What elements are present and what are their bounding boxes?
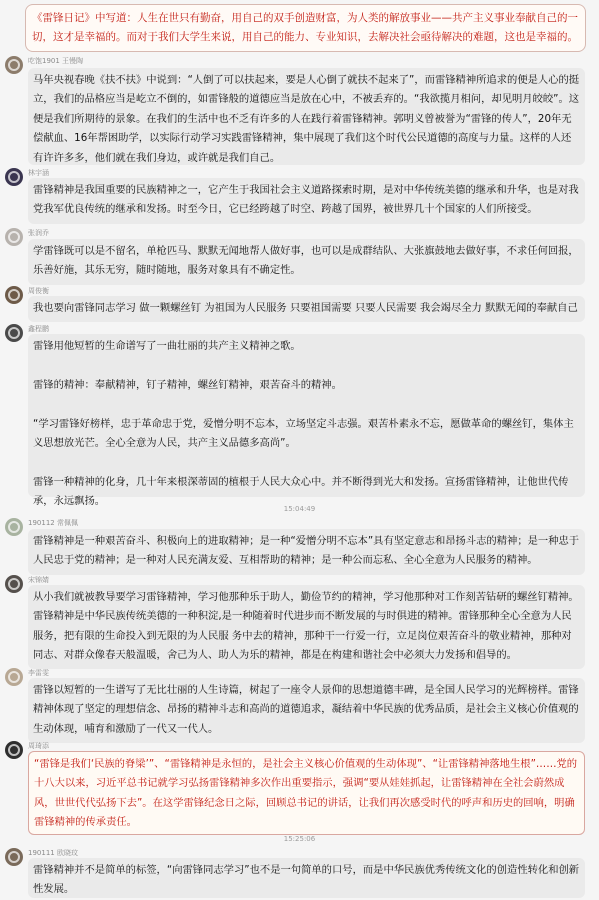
highlighted-message-bubble: “雷锋是我们‘民族的脊梁’”、“雷锋精神是永恒的，是社会主义核心价值观的生动体现”、“让雷锋精神落地生根”……党的十八大以来，习近平总书记就学习弘扬雷锋精神多次作出重要指示，强调“要从娃娃抓起，让雷锋精神在全社会蔚然成风，世世代代弘扬下去”。在这学雷锋纪念日之际，回顾总书记的讲话，让我们再次感受时代的呼声和历史的回响，明确雷锋精神的传承责任。 bbox=[28, 751, 585, 835]
avatar[interactable] bbox=[5, 228, 23, 246]
avatar[interactable] bbox=[5, 286, 23, 304]
sender-name: 190112 常佩佩 bbox=[28, 519, 78, 527]
message-bubble: 雷锋精神是我国重要的民族精神之一，它产生于我国社会主义道路探索时期，是对中华传统美德的继承和升华，也是对我党我军优良传统的继承和发扬。时至今日，它已经跨越了时空、跨越了国界，被世界几十个国家的人们所接受。 bbox=[28, 178, 585, 224]
message-bubble: 雷锋精神是一种艰苦奋斗、积极向上的进取精神；是一种“爱憎分明不忘本”具有坚定意志和昂扬斗志的精神；是一种忠于人民忠于党的精神；是一种对人民充满友爱、互相帮助的精神；是一种公而忘私、全心全意为人民服务的精神。 bbox=[28, 529, 585, 575]
message-bubble: 雷锋以短暂的一生谱写了无比壮丽的人生诗篇，树起了一座令人景仰的思想道德丰碑，是全国人民学习的光辉榜样。雷锋精神体现了坚定的理想信念、昂扬的精神斗志和高尚的道德追求，凝结着中华民族的优秀品质，是社会主义核心价值观的生动体现，哺育和激励了一代又一代人。 bbox=[28, 678, 585, 743]
highlighted-quote-bubble: 《雷锋日记》中写道：人生在世只有勤奋，用自己的双手创造财富，为人类的解放事业——共产主义事业奉献自己的一切，这才是幸福的。而对于我们大学生来说，用自己的能力、专业知识，去解决社会亟待解决的难题，这也是幸福的。 bbox=[25, 4, 586, 52]
avatar[interactable] bbox=[5, 56, 23, 74]
sender-name: 190111 欧晓玟 bbox=[28, 849, 78, 857]
avatar[interactable] bbox=[5, 668, 23, 686]
sender-name: 周俊衡 bbox=[28, 287, 49, 295]
message-bubble: 马年央视春晚《扶不扶》中说到：“人倒了可以扶起来，要是人心倒了就扶不起来了”，而雷锋精神所追求的便是人心的挺立，我们的品格应当是屹立不倒的，如雷锋般的道德应当是放在心中，不被丢弃的。“我欲揽月相问，却见明月皎皎”。这便是我们所期待的景象。在我们的生活中也不乏有许多的人在践行着雷锋精神。郭明义曾被誉为“雷锋的传人”，20年无偿献血、16年帮困助学，以实际行动学习实践雷锋精神，集中展现了我们这个时代公民道德的高度与力量。这样的人还有许许多多，他们就在我们身边，或许就是我们自己。 bbox=[28, 68, 585, 165]
avatar[interactable] bbox=[5, 575, 23, 593]
avatar[interactable] bbox=[5, 741, 23, 759]
sender-name: 张润乔 bbox=[28, 229, 49, 237]
sender-name: 周琦添 bbox=[28, 742, 49, 750]
avatar[interactable] bbox=[5, 324, 23, 342]
message-bubble: 从小我们就被教导要学习雷锋精神，学习他那种乐于助人，勤俭节约的精神，学习他那种对工作刻苦钻研的螺丝钉精神。雷锋精神是中华民族传统美德的一种积淀,是一种随着时代进步而不断发展的与时俱进的精神。雷锋那种全心全意为人民服务，把有限的生命投入到无限的为人民服 务中去的精神，那种干一行爱一行，立足岗位艰苦奋斗的敬业精神，那种对同志、对群众像春天般温暖，舍己为人、助人为乐的精神，都是在构建和谐社会中必须大力发扬和倡导的。 bbox=[28, 585, 585, 669]
message-bubble: 雷锋精神并不是简单的标签，“向雷锋同志学习”也不是一句简单的口号，而是中华民族优秀传统文化的创造性转化和创新性发展。 bbox=[28, 858, 585, 898]
sender-name: 鑫程鹏 bbox=[28, 325, 49, 333]
timestamp: 15:04:49 bbox=[283, 505, 316, 513]
message-bubble: 学雷锋既可以是不留名，单枪匹马、默默无闻地帮人做好事，也可以是成群结队、大张旗鼓地去做好事，不求任何回报，乐善好施，其乐无穷，随时随地，服务对象具有不确定性。 bbox=[28, 239, 585, 285]
avatar[interactable] bbox=[5, 848, 23, 866]
message-bubble: 雷锋用他短暂的生命谱写了一曲壮丽的共产主义精神之歌。 雷锋的精神：奉献精神，钉子精神，螺丝钉精神，艰苦奋斗的精神。 “学习雷锋好榜样，忠于革命忠于党，爱憎分明不忘本，立场坚定斗志强。艰苦朴素永不忘，愿做革命的螺丝钉，集体主义思想放光芒。全心全意为人民，共产主义品德多高尚”。 雷锋一种精神的化身，几十年来根深蒂固的植根于人民大众心中。并不断得到光大和发扬。宣扬雷锋精神，让他世代传承，永远飘扬。 bbox=[28, 334, 585, 497]
sender-name: 林宇涵 bbox=[28, 169, 49, 177]
message-bubble: 我也要向雷锋同志学习 做一颗螺丝钉 为祖国为人民服务 只要祖国需要 只要人民需要 我会竭尽全力 默默无闻的奉献自己 bbox=[28, 296, 585, 322]
sender-name: 李雷雯 bbox=[28, 669, 49, 677]
sender-name: 宋锦婧 bbox=[28, 576, 49, 584]
sender-name: 吃饱1901 王慢陶 bbox=[28, 57, 84, 65]
avatar[interactable] bbox=[5, 168, 23, 186]
timestamp: 15:25:06 bbox=[283, 835, 316, 843]
avatar[interactable] bbox=[5, 518, 23, 536]
